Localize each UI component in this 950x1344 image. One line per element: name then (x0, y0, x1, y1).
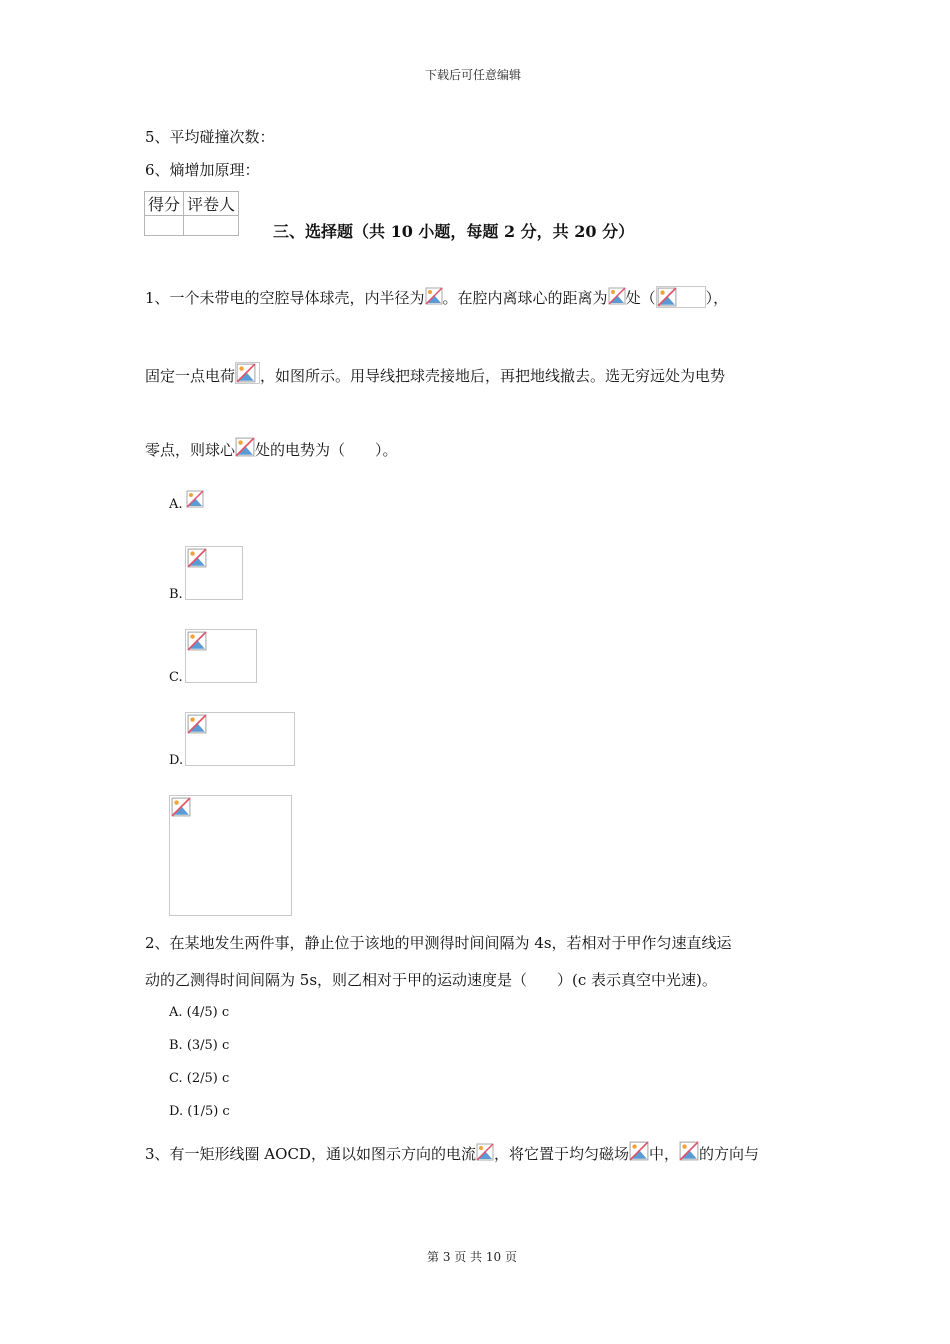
broken-image-icon (679, 1141, 699, 1161)
q1-text: 固定一点电荷 (145, 367, 236, 385)
page-footer: 第 3 页 共 10 页 (427, 1250, 517, 1264)
q1-option-b-image (185, 546, 243, 600)
q1-line-2 (145, 362, 725, 386)
q1-line-1 (145, 286, 728, 308)
score-table (144, 191, 239, 236)
broken-image-icon (187, 631, 207, 651)
broken-image-icon (235, 362, 260, 384)
q2-option-b: B. (3/5) c (169, 1038, 230, 1053)
q1-text: ，如图所示。用导线把球壳接地后，再把地线撤去。选无穷远处为电势 (260, 367, 726, 385)
term-item-6: 6、熵增加原理： (145, 161, 260, 179)
q1-text: 零点，则球心 (145, 441, 236, 459)
score-cell[interactable] (145, 216, 184, 236)
broken-image-icon (629, 1141, 649, 1161)
grader-label: 评卷人 (184, 192, 239, 216)
q2-option-c: C. (2/5) c (169, 1071, 230, 1086)
q1-figure-image (169, 795, 292, 916)
broken-image-icon (235, 437, 255, 457)
broken-image-icon (608, 287, 626, 305)
q1-text: 。在腔内离球心的距离为 (442, 289, 608, 307)
broken-image-icon (186, 490, 204, 508)
broken-image-icon (187, 714, 207, 734)
q1-option-c-label: C. (169, 670, 183, 685)
grader-cell[interactable] (184, 216, 239, 236)
broken-image-icon (425, 287, 443, 305)
broken-image-icon (656, 286, 706, 308)
q1-text: 处的电势为（ ）。 (255, 441, 398, 459)
q2-line-1: 2、在某地发生两件事，静止位于该地的甲测得时间间隔为 4s，若相对于甲作匀速直线运 (145, 934, 732, 952)
q3-text: 的方向与 (698, 1145, 759, 1163)
term-item-5: 5、平均碰撞次数： (145, 128, 275, 146)
broken-image-icon (171, 797, 191, 817)
q3-text: 3、有一矩形线圈 AOCD，通以如图示方向的电流 (145, 1145, 476, 1163)
q1-option-a-label: A. (169, 497, 183, 512)
q2-option-a: A. (4/5) c (169, 1005, 230, 1020)
q2-option-d: D. (1/5) c (169, 1104, 230, 1119)
q3-text: ，将它置于均匀磁场 (493, 1145, 629, 1163)
q1-text: ）， (705, 289, 729, 307)
q1-text: 处（ (625, 289, 656, 307)
q1-option-b-label: B. (169, 587, 183, 602)
page-header: 下载后可任意编辑 (425, 68, 522, 82)
q2-line-2: 动的乙测得时间间隔为 5s，则乙相对于甲的运动速度是（ ）(c 表示真空中光速)。 (145, 971, 717, 989)
q1-option-c-image (185, 629, 257, 683)
q1-text: 1、一个未带电的空腔导体球壳，内半径为 (145, 289, 425, 307)
q1-option-d-image (185, 712, 295, 766)
broken-image-icon (187, 548, 207, 568)
q1-option-a-image (185, 489, 203, 509)
section-title: 三、选择题（共 10 小题，每题 2 分，共 20 分） (273, 222, 635, 241)
score-label: 得分 (145, 192, 184, 216)
q1-line-3 (145, 437, 398, 460)
q1-option-d-label: D. (169, 753, 184, 768)
q3-line-1 (145, 1141, 759, 1164)
q3-text: 中， (648, 1145, 679, 1163)
broken-image-icon (476, 1143, 494, 1161)
